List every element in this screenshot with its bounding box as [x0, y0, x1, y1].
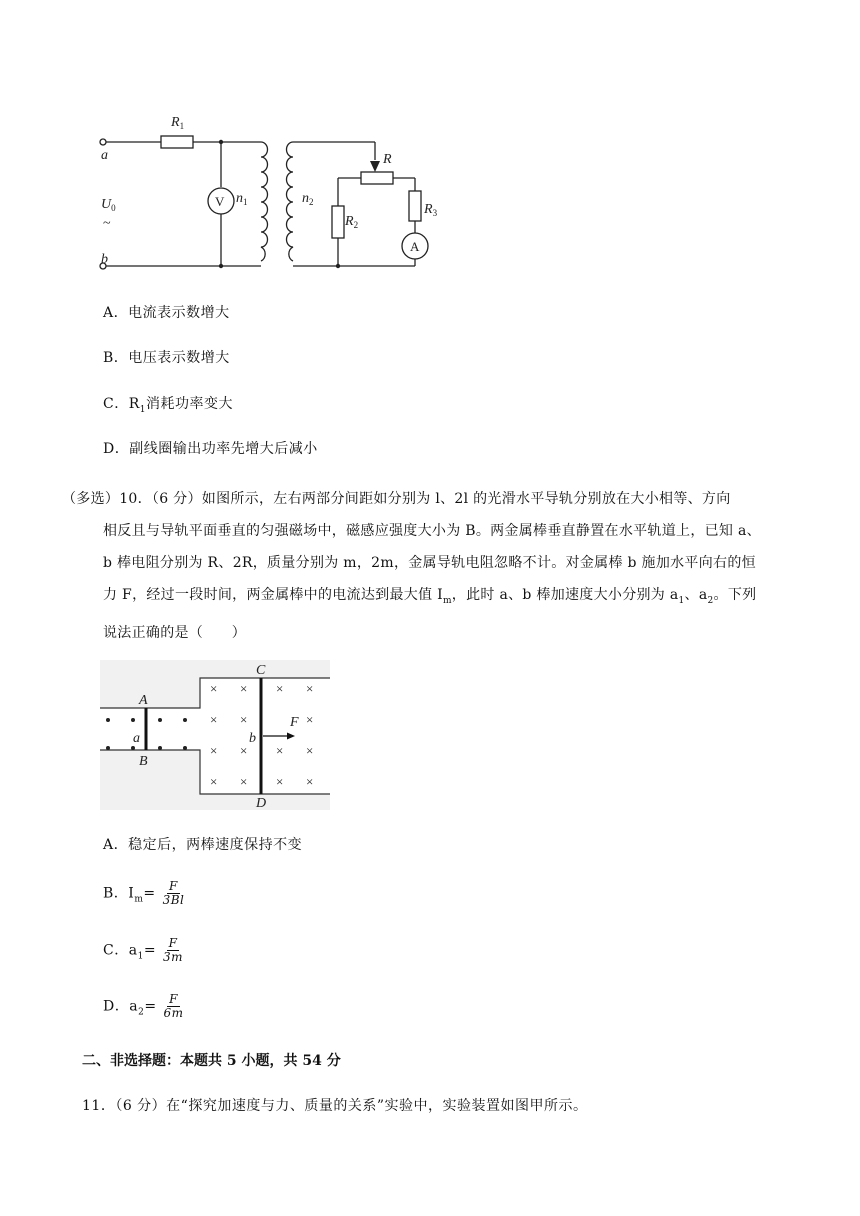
q10-option-d[interactable]: D．$a_2=$ $\frac{F}{6m}$: [103, 992, 184, 1020]
formula-fraction: $\frac{F}{3m}$: [163, 936, 184, 964]
q9-option-a[interactable]: A．电流表示数增大: [103, 305, 230, 321]
rheostat-r-label: R: [383, 152, 392, 167]
svg-text:×: ×: [240, 774, 248, 789]
ac-symbol: ~: [103, 216, 111, 231]
q10-option-c[interactable]: C．$a_1=$ $\frac{F}{3m}$: [103, 936, 184, 964]
svg-text:×: ×: [276, 774, 284, 789]
q11-stem: 11．（6 分）在“探究加速度与力、质量的关系”实验中，实验装置如图甲所示。: [82, 1098, 588, 1114]
rail-label-d: D: [256, 796, 267, 810]
svg-text:×: ×: [240, 681, 248, 696]
force-f-label: F: [290, 715, 299, 730]
svg-text:×: ×: [240, 712, 248, 727]
svg-text:×: ×: [306, 712, 314, 727]
rail-label-b-bottom: B: [139, 754, 148, 769]
svg-text:U0: $U_0$: [101, 197, 116, 213]
q10-option-a[interactable]: A．稳定后，两棒速度保持不变: [103, 837, 303, 853]
svg-text:n2: $n_2$: [302, 191, 314, 207]
svg-text:×: ×: [306, 743, 314, 758]
rail-label-c: C: [256, 663, 266, 678]
rod-b-label: b: [249, 731, 256, 746]
svg-text:×: ×: [276, 743, 284, 758]
terminal-b-label: b: [101, 252, 108, 267]
r3-label: R: [424, 202, 433, 217]
formula-fraction: $\frac{F}{3Bl}$: [162, 879, 185, 907]
svg-text:R1: $R_1$: [171, 115, 185, 131]
rod-a-label: a: [133, 731, 140, 746]
svg-text:n1: $n_1$: [236, 191, 248, 207]
n2-label: n: [302, 191, 309, 206]
ammeter-label: A: [410, 239, 420, 254]
svg-text:×: ×: [210, 712, 218, 727]
rail-label-a-top: A: [139, 693, 148, 708]
section-heading: 二、非选择题：本题共 5 小题，共 54 分: [82, 1053, 341, 1069]
formula-fraction: $\frac{F}{6m}$: [163, 992, 184, 1020]
svg-text:R3: $R_3$: [424, 202, 438, 218]
rail-magnetic-field-figure: [100, 660, 330, 810]
svg-text:×: ×: [240, 743, 248, 758]
r2-label: R: [345, 214, 354, 229]
svg-text:×: ×: [306, 681, 314, 696]
svg-text:×: ×: [210, 743, 218, 758]
svg-text:×: ×: [210, 681, 218, 696]
r1-label: R: [171, 115, 180, 130]
voltmeter-label: V: [215, 194, 225, 209]
q9-option-c[interactable]: C．$R_1$消耗功率变大: [103, 396, 233, 415]
svg-text:×: ×: [210, 774, 218, 789]
q10-option-b[interactable]: B．$I_m=$ $\frac{F}{3Bl}$: [103, 879, 185, 907]
q9-option-b[interactable]: B．电压表示数增大: [103, 350, 230, 366]
transformer-circuit-figure: [95, 105, 440, 280]
terminal-a-label: a: [101, 148, 108, 163]
q10-stem: （多选）10．（6 分）如图所示，左右两部分间距如分别为 l、2l 的光滑水平导轨分别放在大小相等、方向 相反且与导轨平面垂直的匀强磁场中，磁感应强度大小为 B。两金属棒垂直静置在水平轨道上，已知 a、 b 棒电阻分别为 R、2R，质量分别为 m，2m，金属导轨电阻忽略不计。对金属棒 b 施加水平向右的恒 力 F，经过一段时间，两金属棒中的电流达到最大值 $I_m$，此时 a、b 棒加速度大小分别为 $a_1$、$a_2$。下列 说法正确的是（ ）: [62, 491, 761, 641]
q9-option-d[interactable]: D．副线圈输出功率先增大后减小: [103, 441, 318, 457]
u0-label: U: [101, 197, 112, 212]
svg-text:×: ×: [276, 681, 284, 696]
svg-text:×: ×: [306, 774, 314, 789]
svg-text:R2: $R_2$: [345, 214, 359, 230]
n1-label: n: [236, 191, 243, 206]
